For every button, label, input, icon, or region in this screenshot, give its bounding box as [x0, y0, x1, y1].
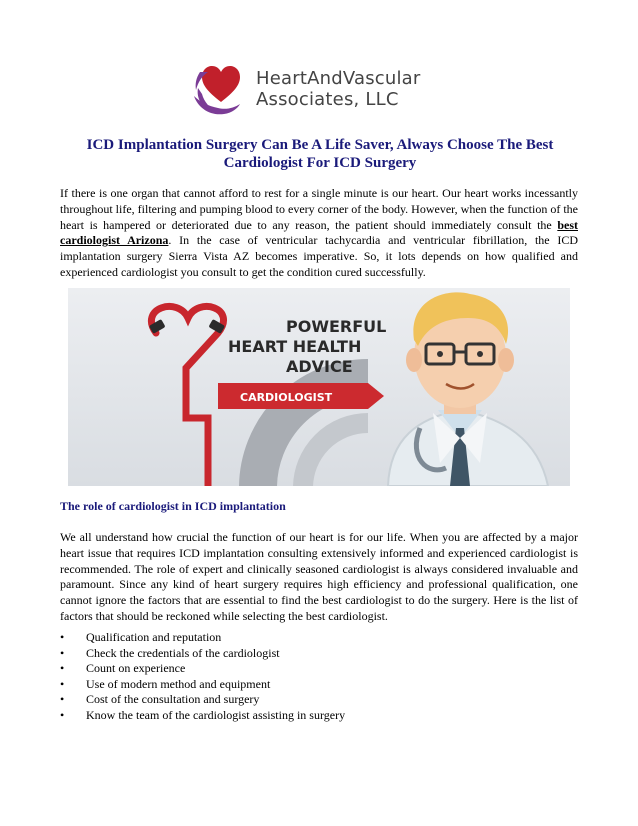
factors-list — [60, 630, 345, 724]
intro-text-end: . In the case of ventricular tachycardia and ventricular fibrillation, the ICD implantation surgery Sierra Vista AZ becomes imperative. So, it lots depends on how qualified and experienced cardiologist you consult to get the condition cured successfully. — [60, 233, 578, 279]
company-logo — [190, 58, 430, 120]
list-item: • Qualification and reputation — [60, 630, 222, 644]
section-paragraph: We all understand how crucial the function of our heart is for our life. When you are affected by a major heart issue that requires ICD implantation consulting extensively informed and experienced cardiologist is recommended. The role of expert and clinically seasoned cardiologist is always considered invaluable and paramount. Since any kind of heart surgery requires high efficiency and professional qualification, one cannot ignore the factors that are essential to find the best cardiologist to do the surgery. Here is the list of factors that should be reckoned while selecting the best cardiologist. — [60, 530, 578, 623]
intro-paragraph — [60, 186, 578, 281]
bullet-icon: • — [60, 676, 65, 691]
banner-line3: ADVICE — [286, 357, 353, 376]
company-name — [256, 68, 421, 110]
section-heading: The role of cardiologist in ICD implantation — [60, 499, 286, 513]
heart-advice-banner — [68, 288, 570, 486]
ribbon-label: CARDIOLOGIST — [240, 391, 333, 404]
best-cardiologist-link[interactable]: best cardiologist Arizona — [60, 217, 578, 248]
list-item: • Know the team of the cardiologist assisting in surgery — [60, 707, 346, 722]
banner-line1: POWERFUL — [286, 317, 387, 336]
bullet-icon: • — [60, 692, 65, 707]
company-name-line1: HeartAndVascular — [256, 68, 421, 89]
list-item: • Cost of the consultation and surgery — [60, 692, 260, 707]
list-item: • Count on experience — [60, 661, 186, 676]
list-item: • Use of modern method and equipment — [60, 676, 271, 691]
company-name-line2: Associates, LLC — [256, 89, 399, 110]
intro-text-start: If there is one organ that cannot afford to rest for a single minute is our heart. Our heart works incessantly throughout life, filtering and pumping blood to every corner of the body. However, when the function of the heart is hampered or deteriorated due to any reason, the patient should immediately consult the — [60, 186, 578, 232]
article-title: ICD Implantation Surgery Can Be A Life Saver, Always Choose The Best Cardiologist For ICD Surgery — [86, 137, 554, 171]
heart-hands-icon — [190, 58, 252, 120]
bullet-icon: • — [60, 707, 65, 722]
bullet-icon: • — [60, 661, 65, 676]
bullet-icon: • — [60, 645, 65, 660]
banner-line2: HEART HEALTH — [228, 337, 362, 356]
bullet-icon: • — [60, 630, 65, 644]
list-item: • Check the credentials of the cardiologist — [60, 645, 280, 660]
